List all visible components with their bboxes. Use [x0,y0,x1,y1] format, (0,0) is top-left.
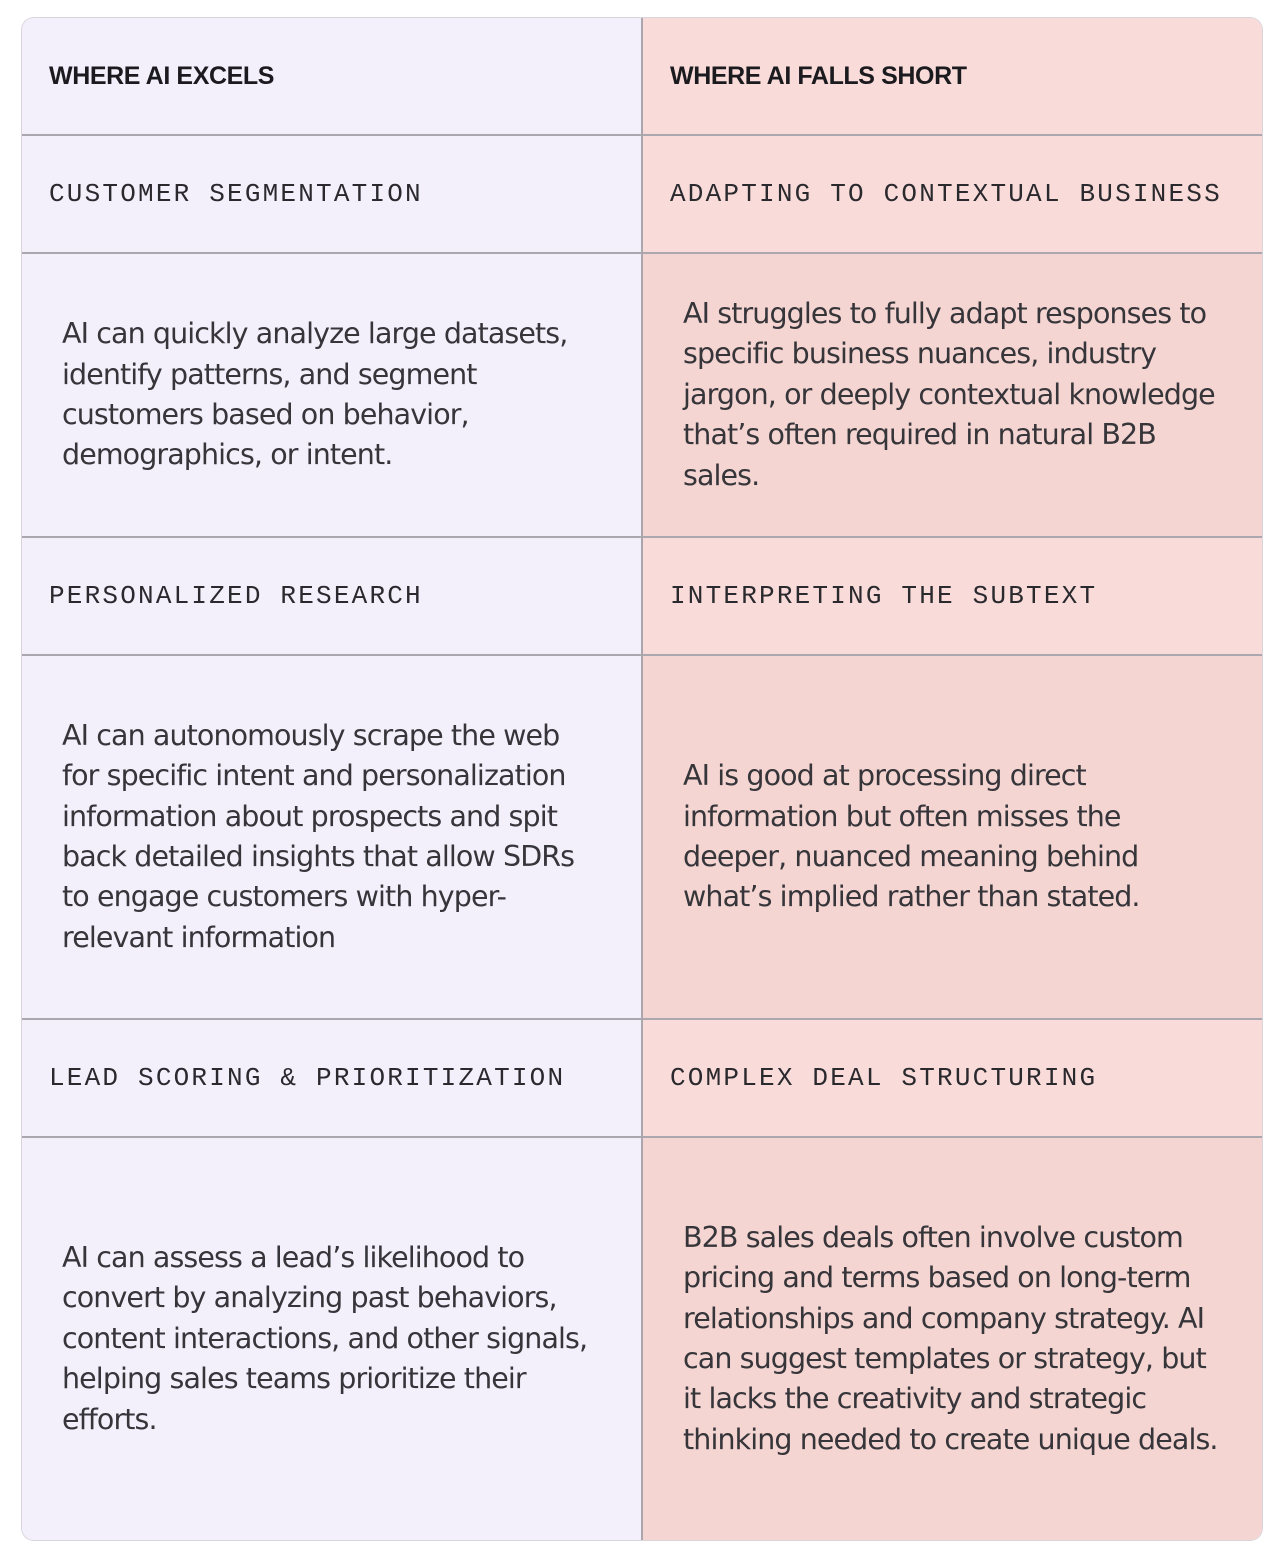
category-cell [22,538,641,656]
description-adapting-contextual-business: AI struggles to fully adapt responses to specific business nuances, industry jargon, or deeply contextual knowledge that’s often required in natural B2B sales. [683,296,1215,492]
category-lead-scoring: LEAD SCORING & PRIORITIZATION [49,1063,566,1093]
category-interpreting-subtext: INTERPRETING THE SUBTEXT [670,581,1098,611]
category-customer-segmentation: CUSTOMER SEGMENTATION [49,179,423,209]
description-customer-segmentation: AI can quickly analyze large datasets, identify patterns, and segment customers based on behavior, demographics, or intent. [62,317,568,472]
header-where-ai-falls-short: WHERE AI FALLS SHORT [670,61,967,90]
description-interpreting-subtext: AI is good at processing direct information but often misses the deeper, nuanced meaning behind what’s implied rather than stated. [683,759,1140,914]
description-cell [22,254,641,538]
header-where-ai-excels: WHERE AI EXCELS [49,61,275,90]
description-complex-deal-structuring: B2B sales deals often involve custom pricing and terms based on long-term relationships and company strategy. AI can suggest templates or strategy, but it lacks the creativity and strategic thinking needed to create unique deals. [683,1220,1218,1456]
category-cell [643,538,1262,656]
comparison-table [22,18,1262,1540]
description-cell [643,254,1262,538]
category-adapting-contextual-business: ADAPTING TO CONTEXTUAL BUSINESS [670,179,1222,209]
description-cell [22,656,641,1020]
category-cell [643,1020,1262,1138]
column-ai-excels [22,18,641,1540]
description-cell [643,1138,1262,1540]
category-cell [643,136,1262,254]
header-cell-left [22,18,641,136]
category-complex-deal-structuring: COMPLEX DEAL STRUCTURING [670,1063,1098,1093]
description-cell [643,656,1262,1020]
header-cell-right [643,18,1262,136]
column-ai-falls-short [643,18,1262,1540]
description-cell [22,1138,641,1540]
description-lead-scoring: AI can assess a lead’s likelihood to convert by analyzing past behaviors, content interactions, and other signals, helping sales teams prioritize their efforts. [62,1240,588,1436]
category-personalized-research: PERSONALIZED RESEARCH [49,581,423,611]
description-personalized-research: AI can autonomously scrape the web for specific intent and personalization information about prospects and spit back detailed insights that allow SDRs to engage customers with hyper-relevant information [62,718,575,954]
category-cell [22,1020,641,1138]
category-cell [22,136,641,254]
